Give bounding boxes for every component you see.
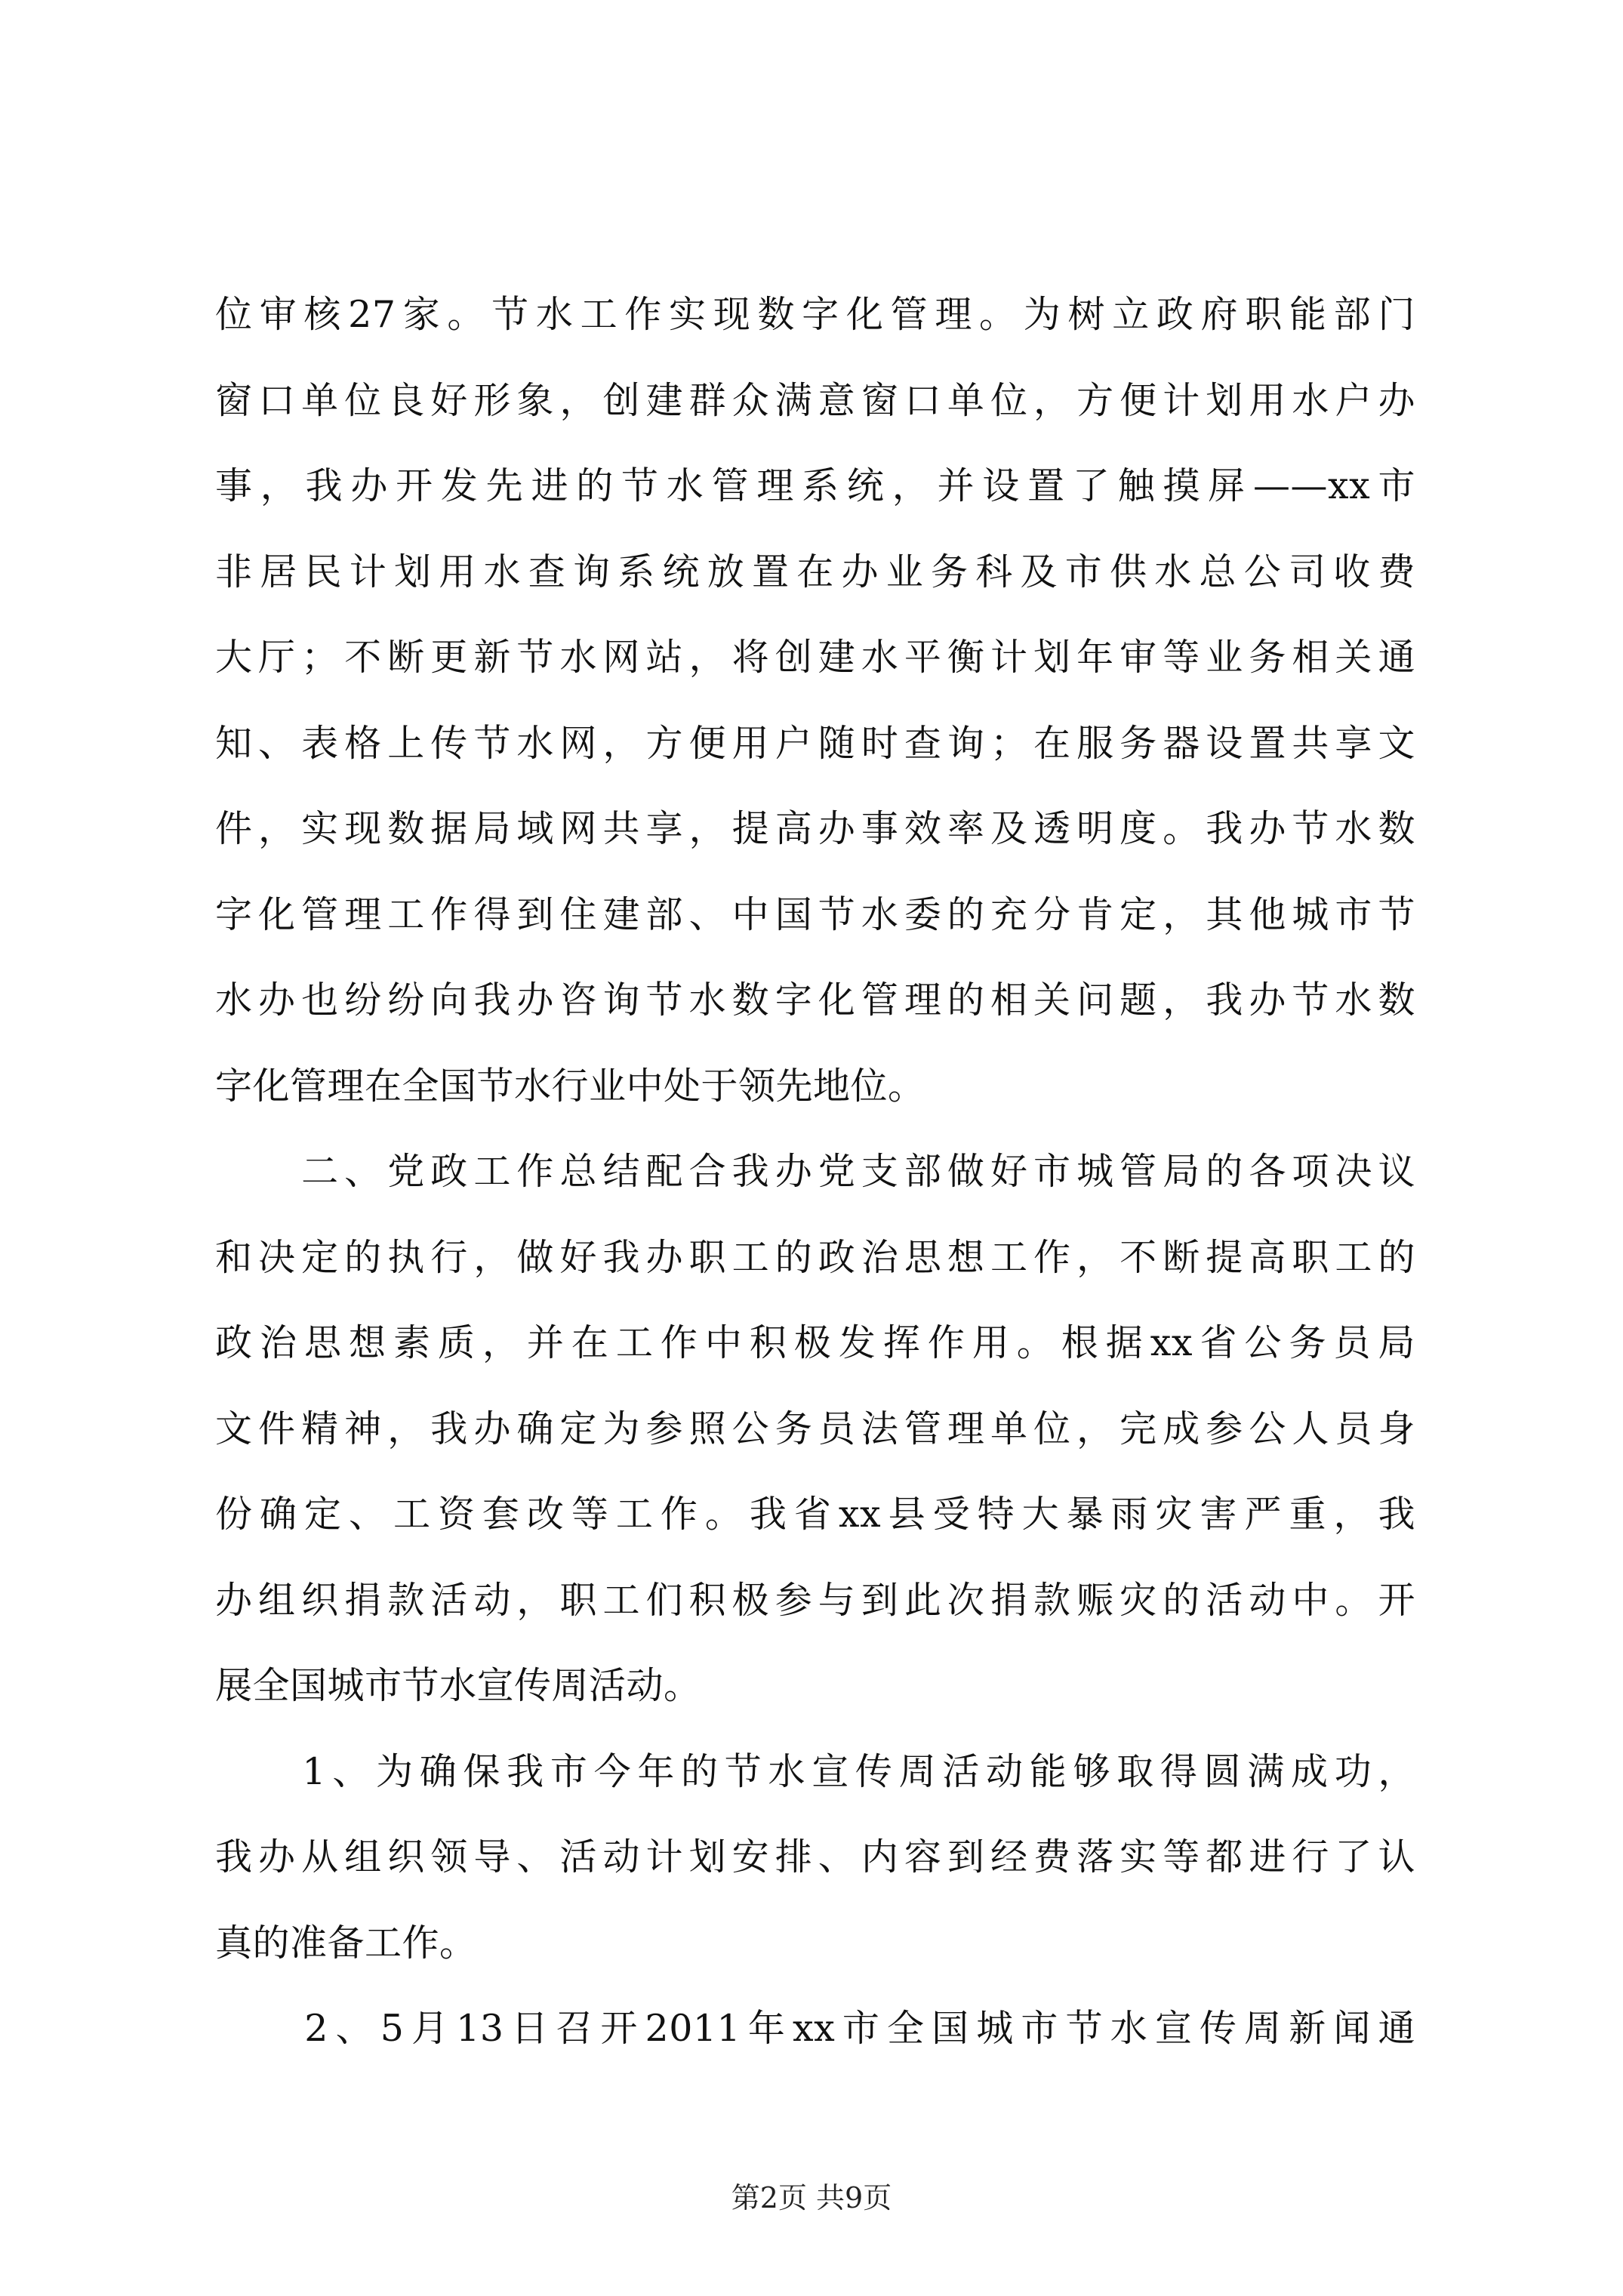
text-line: 份确定、工资套改等工作。我省xx县受特大暴雨灾害严重，我: [215, 1493, 1415, 1536]
text-line: 窗口单位良好形象，创建群众满意窗口单位，方便计划用水户办: [215, 378, 1415, 422]
text-line: 二、党政工作总结配合我办党支部做好市城管局的各项决议: [215, 1150, 1415, 1193]
text-line: 字化管理工作得到住建部、中国节水委的充分肯定，其他城市节: [215, 892, 1415, 936]
text-line: 位审核27家。节水工作实现数字化管理。为树立政府职能部门: [215, 293, 1415, 336]
text-line: 字化管理在全国节水行业中处于领先地位。: [215, 1064, 925, 1108]
text-line: 水办也纷纷向我办咨询节水数字化管理的相关问题，我办节水数: [215, 978, 1415, 1022]
text-line: 办组织捐款活动，职工们积极参与到此次捐款赈灾的活动中。开: [215, 1578, 1415, 1622]
text-line: 件，实现数据局域网共享，提高办事效率及透明度。我办节水数: [215, 807, 1415, 850]
text-line: 1、为确保我市今年的节水宣传周活动能够取得圆满成功，: [215, 1749, 1415, 1793]
text-line: 非居民计划用水查询系统放置在办业务科及市供水总公司收费: [215, 550, 1415, 593]
text-line: 政治思想素质，并在工作中积极发挥作用。根据xx省公务员局: [215, 1321, 1415, 1364]
page-footer: 第2页 共9页: [731, 2181, 892, 2214]
text-line: 2、5月13日召开2011年xx市全国城市节水宣传周新闻通: [215, 2007, 1415, 2050]
text-line: 事，我办开发先进的节水管理系统，并设置了触摸屏——xx市: [215, 464, 1415, 507]
text-line: 大厅；不断更新节水网站，将创建水平衡计划年审等业务相关通: [215, 636, 1415, 679]
text-line: 和决定的执行，做好我办职工的政治思想工作，不断提高职工的: [215, 1235, 1415, 1279]
text-line: 文件精神，我办确定为参照公务员法管理单位，完成参公人员身: [215, 1407, 1415, 1450]
text-line: 知、表格上传节水网，方便用户随时查询；在服务器设置共享文: [215, 721, 1415, 765]
text-line: 我办从组织领导、活动计划安排、内容到经费落实等都进行了认: [215, 1835, 1415, 1878]
document-body: [215, 272, 1415, 2072]
text-line: 展全国城市节水宣传周活动。: [215, 1664, 701, 1707]
text-line: 真的准备工作。: [215, 1921, 477, 1965]
